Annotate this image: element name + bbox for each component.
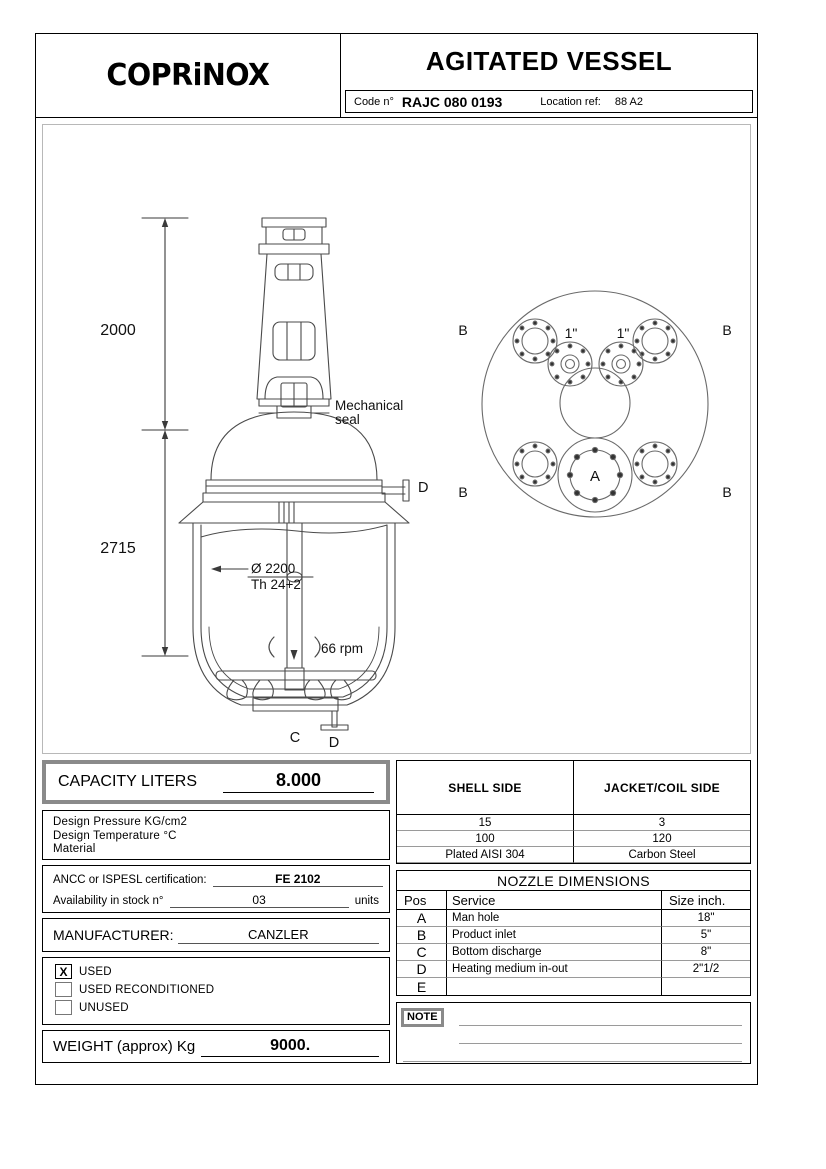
- shell-material-value: Plated AISI 304: [397, 847, 574, 863]
- checkbox-used-reconditioned[interactable]: [55, 982, 72, 997]
- nozzle-pos-e: E: [397, 978, 447, 995]
- certification-box: [42, 865, 390, 913]
- nozzle-col-size: Size inch.: [662, 891, 750, 910]
- nozzle-service-b: Product inlet: [447, 927, 662, 944]
- diameter-label: Ø 2200: [251, 561, 296, 576]
- mechanical-seal-label-line1: Mechanical: [335, 398, 404, 413]
- left-data-column: [42, 760, 390, 1064]
- shell-pressure-value: 15: [397, 815, 574, 831]
- material-label: Material: [53, 843, 96, 855]
- coprinox-logo: COPRiNOX: [106, 58, 270, 93]
- mechanical-seal-label-line2: seal: [335, 412, 360, 427]
- drive-tower: [257, 218, 331, 418]
- dimension-lines: [142, 218, 188, 656]
- nozzle-pos-b: B: [397, 927, 447, 944]
- capacity-value[interactable]: 8.000: [223, 771, 374, 793]
- certification-value[interactable]: FE 2102: [213, 872, 383, 887]
- nozzle-col-service: Service: [447, 891, 662, 910]
- weight-box: [42, 1030, 390, 1063]
- design-pressure-label: Design Pressure KG/cm2: [53, 816, 188, 828]
- shell-temperature-value: 100: [397, 831, 574, 847]
- rpm-label: 66 rpm: [321, 641, 364, 656]
- header: [36, 34, 757, 118]
- nozzle-pos-c: C: [397, 944, 447, 961]
- stock-row: [53, 893, 389, 908]
- table-row: [397, 978, 750, 995]
- nozzle-col-pos: Pos: [397, 891, 447, 910]
- topview-label-1in-left: 1": [564, 325, 578, 341]
- jacket-material-value: Carbon Steel: [574, 847, 750, 863]
- manufacturer-value[interactable]: CANZLER: [178, 927, 379, 944]
- label-c-bottom: C: [289, 730, 301, 746]
- nozzle-service-a: Man hole: [447, 910, 662, 927]
- condition-row-used-reconditioned[interactable]: [55, 982, 389, 997]
- page-title: AGITATED VESSEL: [425, 45, 673, 76]
- nozzle-1in-left: [548, 342, 592, 386]
- nozzle-b-bottom-left: [513, 442, 557, 486]
- nozzle-b-top-right: [633, 319, 677, 363]
- dim-2000-label: 2000: [100, 322, 136, 339]
- capacity-box: [42, 760, 390, 804]
- nozzle-size-e: [662, 978, 750, 995]
- capacity-label: CAPACITY LITERS: [58, 773, 197, 790]
- weight-label: WEIGHT (approx) Kg: [53, 1038, 196, 1055]
- title-cell: [341, 34, 757, 117]
- checkbox-used[interactable]: X: [55, 964, 72, 979]
- manufacturer-box: [42, 918, 390, 952]
- nozzle-table-title: NOZZLE DIMENSIONS: [397, 871, 750, 891]
- nozzle-pos-a: A: [397, 910, 447, 927]
- note-line-3[interactable]: [403, 1044, 742, 1062]
- side-table-header: [396, 760, 751, 815]
- note-tag: NOTE: [401, 1008, 444, 1027]
- checkbox-used-label: USED: [79, 965, 112, 978]
- side-table-values: [396, 815, 751, 864]
- certification-label: ANCC or ISPESL certification:: [53, 874, 207, 886]
- topview-label-1in-right: 1": [616, 325, 630, 341]
- label-d-bottom: D: [328, 735, 340, 751]
- nozzle-size-b: 5": [662, 927, 750, 944]
- label-d-side: D: [418, 480, 429, 496]
- note-line-1[interactable]: [459, 1008, 742, 1026]
- nozzle-service-c: Bottom discharge: [447, 944, 662, 961]
- weight-value[interactable]: 9000.: [201, 1037, 379, 1057]
- table-row: [397, 831, 750, 847]
- condition-row-unused[interactable]: [55, 1000, 389, 1015]
- table-row: [397, 815, 750, 831]
- jacket-coil-side-header: JACKET/COIL SIDE: [604, 780, 720, 795]
- topview-label-b-tl: B: [458, 322, 468, 338]
- design-temperature-label: Design Temperature °C: [53, 829, 177, 842]
- design-conditions-box: [42, 810, 390, 860]
- vessel-dome: [179, 412, 409, 523]
- table-row: [397, 847, 750, 863]
- note-box: [396, 1002, 751, 1064]
- topview-label-b-br: B: [722, 484, 732, 500]
- topview-label-b-bl: B: [458, 484, 468, 500]
- code-value: RAJC 080 0193: [401, 93, 503, 110]
- units-label: units: [354, 895, 379, 907]
- nozzle-size-a: 18": [662, 910, 750, 927]
- checkbox-unused[interactable]: [55, 1000, 72, 1015]
- table-row: [397, 961, 750, 978]
- table-row: [397, 910, 750, 927]
- topview-label-a: A: [589, 468, 601, 485]
- jacket-pressure-value: 3: [574, 815, 750, 831]
- vessel-drawing-svg: [43, 125, 752, 751]
- nozzle-service-e: [447, 978, 662, 995]
- bottom-outlet: [253, 698, 348, 730]
- dim-2715-label: 2715: [100, 540, 136, 557]
- agitator: [216, 523, 376, 700]
- datasheet-frame: [35, 33, 758, 1085]
- nozzle-table-header: [397, 891, 750, 910]
- data-panels: [42, 760, 751, 1064]
- topview-label-b-tr: B: [722, 322, 732, 338]
- stock-label: Availability in stock n°: [53, 895, 164, 907]
- code-label: Code n°: [354, 95, 394, 108]
- table-row: [397, 944, 750, 961]
- nozzle-pos-d: D: [397, 961, 447, 978]
- certification-row: [53, 872, 389, 887]
- note-line-2[interactable]: [459, 1026, 742, 1044]
- condition-box: [42, 957, 390, 1025]
- vessel-body: [193, 523, 395, 705]
- nozzle-service-d: Heating medium in-out: [447, 961, 662, 978]
- checkbox-used-reconditioned-label: USED RECONDITIONED: [79, 983, 215, 996]
- technical-drawing: [42, 124, 751, 754]
- checkbox-unused-label: UNUSED: [79, 1001, 129, 1014]
- company-logo-cell: [36, 34, 341, 117]
- manufacturer-label: MANUFACTURER:: [53, 927, 174, 943]
- nozzle-dimensions-table: [396, 870, 751, 996]
- condition-row-used[interactable]: [55, 964, 389, 979]
- stock-value[interactable]: 03: [170, 893, 349, 908]
- location-label: Location ref:: [540, 95, 601, 108]
- right-data-column: [396, 760, 751, 1064]
- nozzle-b-bottom-right: [633, 442, 677, 486]
- location-value: 88 A2: [614, 95, 643, 108]
- nozzle-size-c: 8": [662, 944, 750, 961]
- thickness-label: Th 24+2: [251, 577, 301, 592]
- jacket-temperature-value: 120: [574, 831, 750, 847]
- shell-side-header: SHELL SIDE: [397, 761, 574, 814]
- nozzle-size-d: 2"1/2: [662, 961, 750, 978]
- nozzle-b-top-left: [513, 319, 557, 363]
- code-row: [345, 90, 753, 113]
- table-row: [397, 927, 750, 944]
